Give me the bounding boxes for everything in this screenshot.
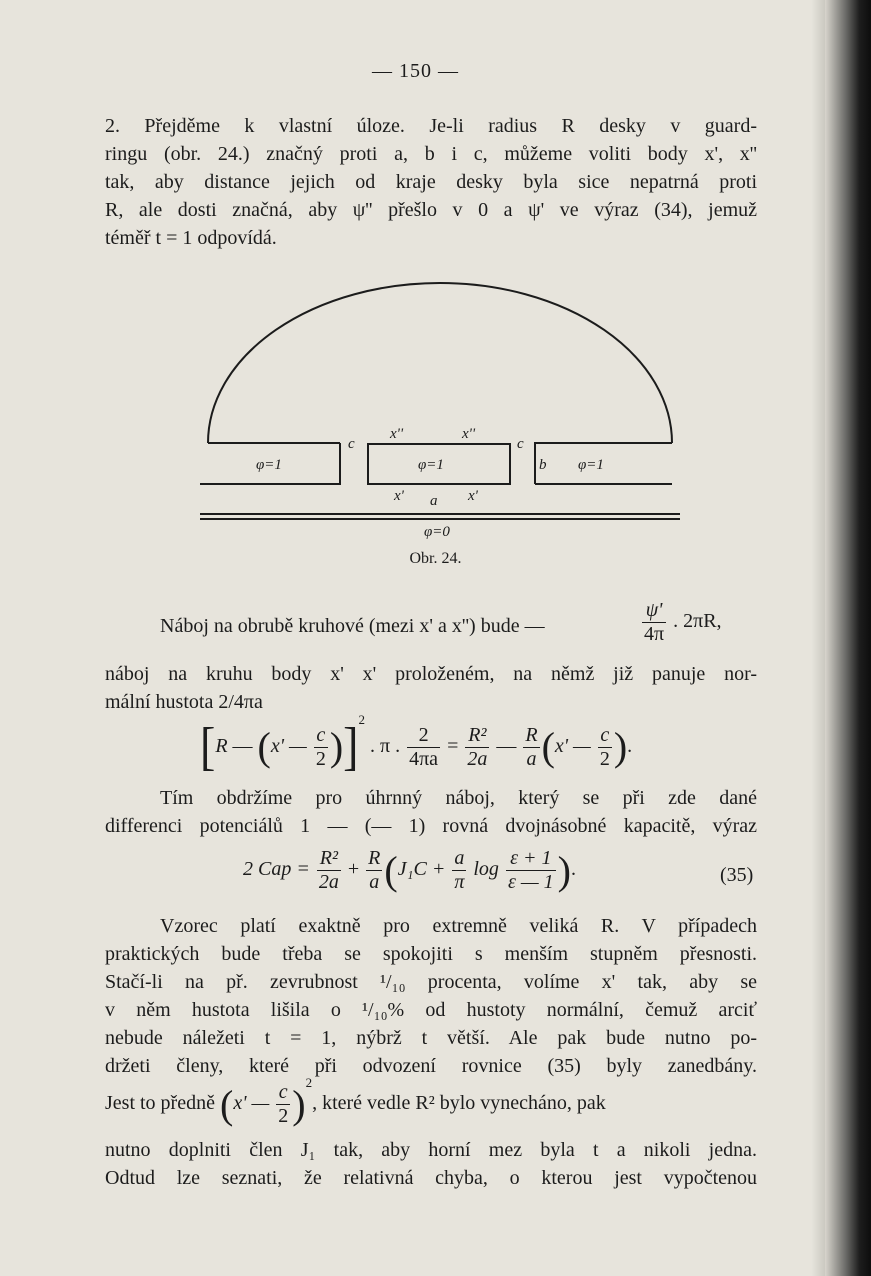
eq1-xprime: x' — — [270, 735, 307, 757]
para5-line-2: nutno doplniti člen J₁ tak, aby horní mez byla t a nikoli jedna. — [105, 1139, 757, 1161]
para1-line-5: téměř t = 1 odpovídá. — [105, 227, 277, 249]
equation-35: 2 Cap = $\frac{\text{R²}}{2a}$ + $\frac{R}{a}$ (J₁C + $\frac{a}{\pi}$ log $\frac{\varepsilon + 1}{\varepsilon — 1}$ ). — [243, 847, 576, 893]
para4-line-5: nebude náležeti t = 1, nýbrž t větší. Ale pak bude nutno po- — [105, 1027, 757, 1049]
fraction-denominator: 4π — [644, 623, 665, 645]
eq2-a: a — [452, 848, 466, 871]
label-x1-left: x' — [394, 488, 404, 504]
eq1-dot-pi: . π . — [369, 735, 401, 757]
eq1-two: 2 — [315, 747, 326, 770]
eq1-den-a: a — [526, 747, 537, 770]
fraction-numerator: ψ' — [642, 600, 666, 623]
eq1-R2: R² — [465, 725, 489, 748]
para4-line-1: Vzorec platí exaktně pro extremně veliká R. V případech — [160, 915, 757, 937]
para5-square: 2 — [305, 1075, 313, 1091]
para5-c: c — [276, 1082, 290, 1105]
eq1-R: R — [215, 735, 228, 757]
eq1-c-2: c — [598, 725, 612, 748]
label-phi1-left: φ=1 — [256, 457, 282, 473]
para5-lead: Jest to předně — [105, 1092, 215, 1115]
para5-line-3: Odtud lze seznati, že relativná chyba, o kterou jest vypočtenou — [105, 1167, 757, 1189]
para4-line-6: držeti členy, které při odvození rovnice (35) byly zanedbány. — [105, 1055, 757, 1077]
para2-fraction — [640, 600, 722, 645]
figure-caption: Obr. 24. — [409, 550, 462, 567]
para5-tail: , které vedle R² bylo vynecháno, pak — [312, 1092, 606, 1115]
eq2-period: . — [570, 858, 576, 881]
label-phi1-mid: φ=1 — [418, 457, 444, 473]
eq2-eps-den: ε — 1 — [507, 871, 554, 893]
eq1-xprime-2: x' — — [554, 735, 591, 757]
eq1-minus-2: — — [496, 735, 517, 757]
page-edge-shadow — [825, 0, 871, 1276]
label-c-left: c — [348, 436, 355, 452]
label-c-right: c — [517, 436, 524, 452]
eq1-c: c — [314, 725, 328, 748]
label-b: b — [539, 457, 547, 473]
eq2-pi: π — [454, 871, 465, 893]
eq1-square: 2 — [358, 712, 365, 727]
label-phi1-right: φ=1 — [578, 457, 604, 473]
para4-line-2: praktických bude třeba se spokojiti s menším stupněm přesnosti. — [105, 943, 757, 965]
eq1-equals: = — [447, 735, 459, 757]
eq1-num-2: 2 — [407, 725, 440, 748]
para5-two: 2 — [278, 1105, 289, 1127]
para3-line-1: Tím obdržíme pro úhrnný náboj, který se při zde dané — [160, 787, 757, 809]
para2-line-2: náboj na kruhu body x' x' proloženém, na němž již panuje nor- — [105, 663, 757, 685]
eq2-eps-num: ε + 1 — [506, 848, 556, 871]
eq2-lhs: 2 Cap = — [243, 858, 310, 881]
para1-line-1: 2. Přejděme k vlastní úloze. Je-li radius R desky v guard- — [105, 115, 757, 137]
label-phi0: φ=0 — [424, 524, 450, 540]
para5-line-1: Jest to předně (x' — $\frac{c}{2}$ )$^2$, které vedle R² bylo vynecháno, pak — [105, 1075, 606, 1127]
eq1-R-num: R — [525, 723, 538, 746]
label-x2-left: x'' — [390, 426, 404, 442]
para1-line-4: R, ale dosti značná, aby ψ'' přešlo v 0 a ψ' ve výraz (34), jemuž — [105, 199, 757, 221]
para5-xprime: x' — — [233, 1092, 270, 1115]
para4-line-3: Stačí-li na př. zevrubnost ¹/₁₀ procenta, volíme x' tak, aby se — [105, 971, 757, 993]
label-x1-right: x' — [468, 488, 478, 504]
guard-ring-figure — [190, 278, 680, 548]
eq2-R2: R² — [317, 848, 341, 871]
eq2-R: R — [368, 847, 381, 869]
para2-tail: . 2πR, — [673, 610, 722, 633]
hemisphere-arc — [208, 283, 672, 443]
page-number: — 150 — — [372, 60, 459, 82]
eq1-den-4pia: 4πa — [409, 747, 439, 770]
eq2-J1C: J₁C + — [397, 858, 446, 881]
eq2-den-a: a — [369, 871, 380, 893]
eq2-plus: + — [347, 858, 360, 881]
eq1-den-2a: 2a — [467, 747, 488, 770]
eq1-minus: — — [232, 735, 253, 757]
equation-1: [R — (x' — $\frac{c}{2}$ )]$^2$ . π . $\frac{2}{4\pi a}$ = $\frac{\text{R²}}{2a}$ — $\frac{R}{a}$ (x' — $\frac{c}{2}$ ). — [200, 712, 633, 777]
eq2-log: log — [473, 858, 499, 881]
page-edge-gradient — [811, 0, 825, 1276]
para3-line-2: differenci potenciálů 1 — (— 1) rovná dvojnásobné kapacitě, výraz — [105, 815, 757, 837]
para1-line-3: tak, aby distance jejich od kraje desky byla sice nepatrná proti — [105, 171, 757, 193]
para2-line-3: mální hustota 2/4πa — [105, 691, 263, 713]
label-a: a — [430, 493, 438, 509]
eq1-period: . — [627, 735, 633, 757]
label-x2-right: x'' — [462, 426, 476, 442]
para1-line-2: ringu (obr. 24.) značný proti a, b i c, můžeme voliti body x', x'' — [105, 143, 757, 165]
eq1-two-2: 2 — [599, 747, 610, 770]
para4-line-4: v něm hustota lišila o ¹/₁₀% od hustoty normální, čemuž arciť — [105, 999, 757, 1021]
equation-number: (35) — [720, 864, 754, 886]
para2-line-1: Náboj na obrubě kruhové (mezi x' a x'') bude — — [160, 615, 545, 637]
eq2-den-2a: 2a — [318, 871, 339, 893]
